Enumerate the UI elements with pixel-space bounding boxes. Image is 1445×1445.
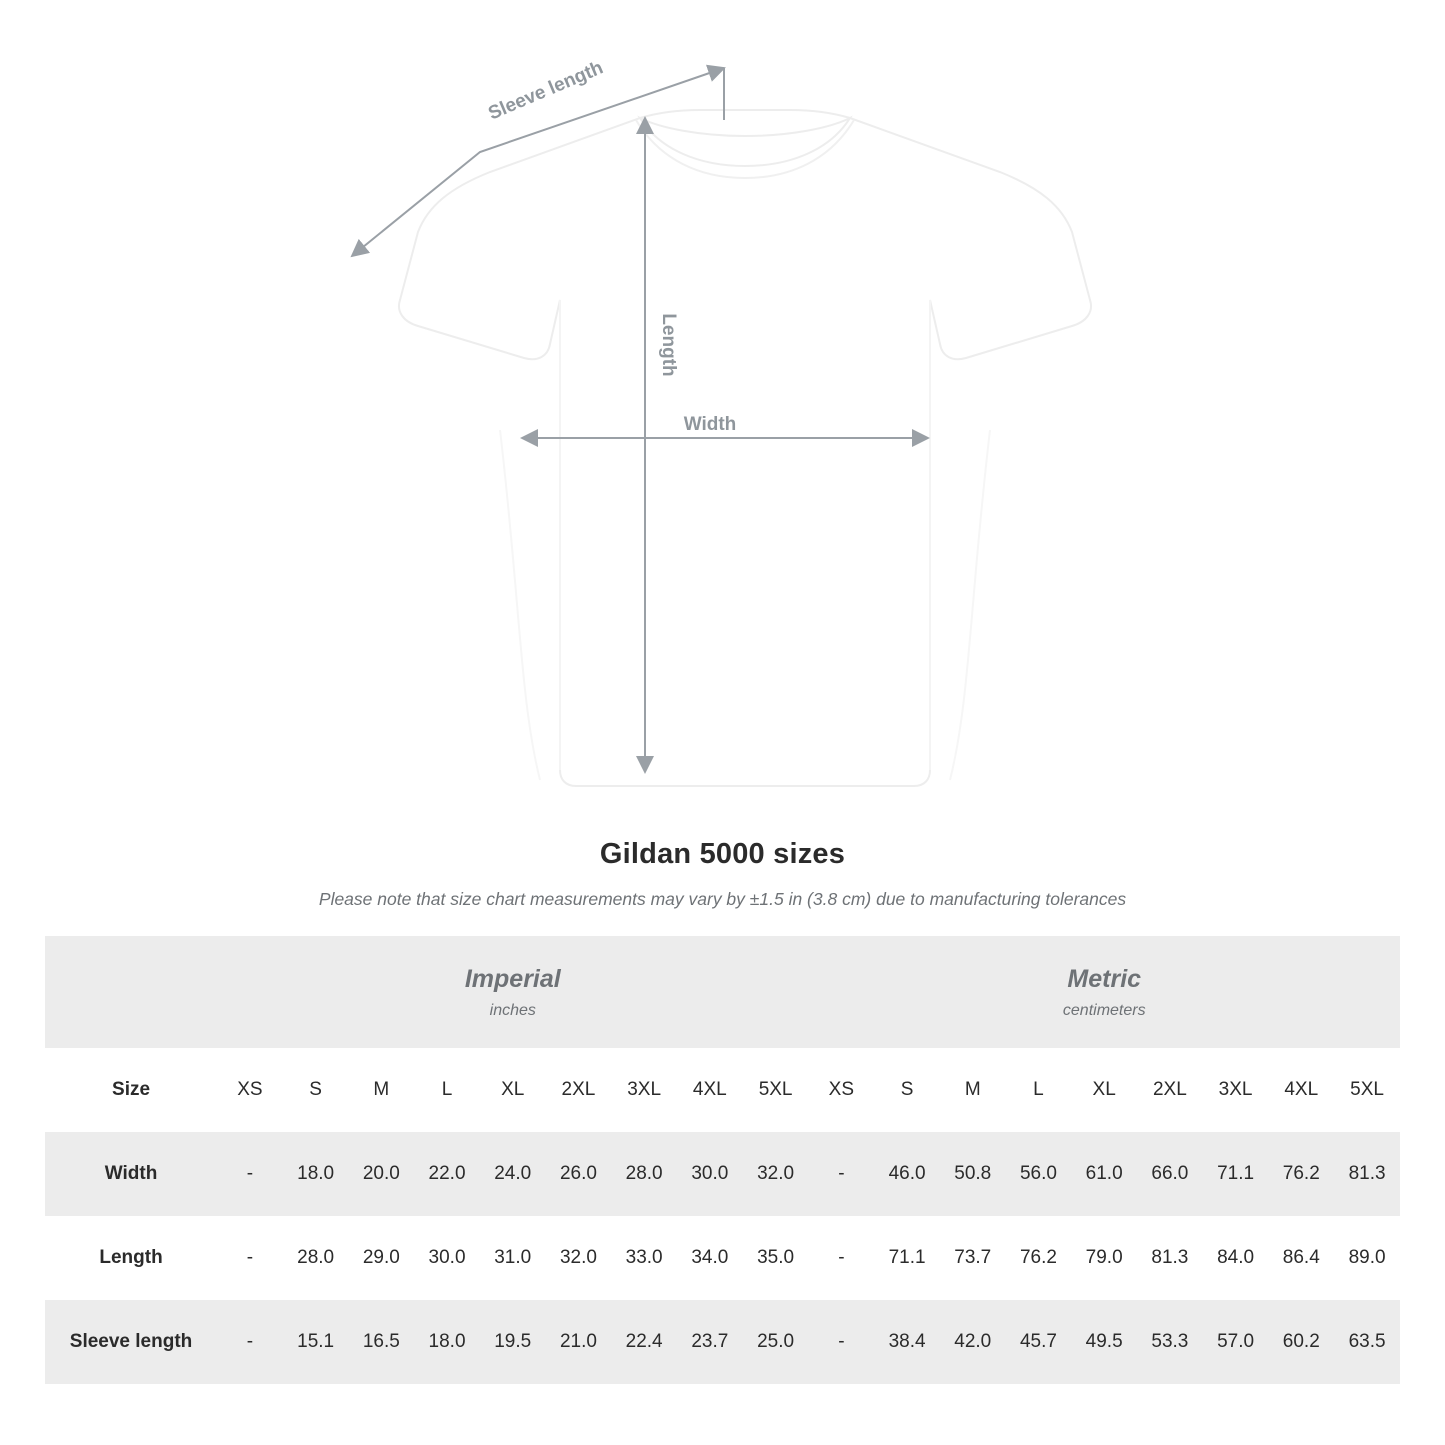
row-label-length: Length bbox=[45, 1216, 217, 1300]
row-label-sleeve-length: Sleeve length bbox=[45, 1300, 217, 1384]
data-cell: 60.2 bbox=[1268, 1300, 1334, 1384]
data-cell: 50.8 bbox=[940, 1132, 1006, 1216]
size-cell: S bbox=[874, 1048, 940, 1132]
data-cell: 81.3 bbox=[1137, 1216, 1203, 1300]
size-cell: 3XL bbox=[611, 1048, 677, 1132]
data-cell: 76.2 bbox=[1268, 1132, 1334, 1216]
size-cell: 5XL bbox=[1334, 1048, 1400, 1132]
size-cell: S bbox=[283, 1048, 349, 1132]
size-cell: L bbox=[414, 1048, 480, 1132]
data-cell: 25.0 bbox=[743, 1300, 809, 1384]
size-cell: XL bbox=[1071, 1048, 1137, 1132]
size-cell: 4XL bbox=[1268, 1048, 1334, 1132]
size-cell: 3XL bbox=[1203, 1048, 1269, 1132]
data-cell: - bbox=[809, 1300, 875, 1384]
size-row bbox=[45, 1048, 1400, 1132]
data-cell: - bbox=[217, 1132, 283, 1216]
data-cell: 26.0 bbox=[546, 1132, 612, 1216]
size-cell: M bbox=[348, 1048, 414, 1132]
data-cell: 23.7 bbox=[677, 1300, 743, 1384]
size-cell: XL bbox=[480, 1048, 546, 1132]
data-cell: 56.0 bbox=[1006, 1132, 1072, 1216]
imperial-sub: inches bbox=[489, 1001, 536, 1019]
metric-sub: centimeters bbox=[1062, 1001, 1146, 1019]
unit-header-row bbox=[45, 936, 1400, 1048]
data-cell: 24.0 bbox=[480, 1132, 546, 1216]
data-cell: 33.0 bbox=[611, 1216, 677, 1300]
data-cell: 84.0 bbox=[1203, 1216, 1269, 1300]
size-cell: M bbox=[940, 1048, 1006, 1132]
data-cell: 49.5 bbox=[1071, 1300, 1137, 1384]
size-cell: XS bbox=[809, 1048, 875, 1132]
heading-block bbox=[0, 838, 1445, 910]
data-cell: 66.0 bbox=[1137, 1132, 1203, 1216]
width-label: Width bbox=[683, 414, 737, 435]
size-cell: XS bbox=[217, 1048, 283, 1132]
data-cell: 34.0 bbox=[677, 1216, 743, 1300]
data-cell: 18.0 bbox=[283, 1132, 349, 1216]
tolerance-note: Please note that size chart measurements may vary by ±1.5 in (3.8 cm) due to manufacturing tolerances bbox=[318, 889, 1127, 909]
data-cell: - bbox=[809, 1132, 875, 1216]
data-cell: 35.0 bbox=[743, 1216, 809, 1300]
data-cell: 22.0 bbox=[414, 1132, 480, 1216]
unit-header-spacer bbox=[45, 936, 217, 1048]
data-cell: 73.7 bbox=[940, 1216, 1006, 1300]
data-cell: 18.0 bbox=[414, 1300, 480, 1384]
data-cell: - bbox=[217, 1300, 283, 1384]
size-cell: 2XL bbox=[1137, 1048, 1203, 1132]
size-cell: 4XL bbox=[677, 1048, 743, 1132]
unit-header-metric bbox=[809, 936, 1401, 1048]
data-cell: 28.0 bbox=[611, 1132, 677, 1216]
sleeve-length-label: Sleeve length bbox=[485, 57, 607, 125]
data-cell: 21.0 bbox=[546, 1300, 612, 1384]
data-cell: 16.5 bbox=[348, 1300, 414, 1384]
data-cell: 63.5 bbox=[1334, 1300, 1400, 1384]
data-cell: 81.3 bbox=[1334, 1132, 1400, 1216]
data-cell: 71.1 bbox=[874, 1216, 940, 1300]
size-row-label: Size bbox=[45, 1048, 217, 1132]
data-cell: 32.0 bbox=[743, 1132, 809, 1216]
data-cell: 46.0 bbox=[874, 1132, 940, 1216]
imperial-name: Imperial bbox=[464, 965, 561, 994]
data-cell: 29.0 bbox=[348, 1216, 414, 1300]
data-cell: 28.0 bbox=[283, 1216, 349, 1300]
data-cell: 22.4 bbox=[611, 1300, 677, 1384]
data-cell: 71.1 bbox=[1203, 1132, 1269, 1216]
table-row bbox=[45, 1216, 1400, 1300]
data-cell: 20.0 bbox=[348, 1132, 414, 1216]
table-row bbox=[45, 1300, 1400, 1384]
data-cell: 42.0 bbox=[940, 1300, 1006, 1384]
data-cell: 30.0 bbox=[414, 1216, 480, 1300]
data-cell: 61.0 bbox=[1071, 1132, 1137, 1216]
data-cell: 38.4 bbox=[874, 1300, 940, 1384]
length-label: Length bbox=[658, 313, 679, 377]
data-cell: 30.0 bbox=[677, 1132, 743, 1216]
unit-header-imperial bbox=[217, 936, 808, 1048]
page-title: Gildan 5000 sizes bbox=[599, 838, 846, 870]
data-cell: 15.1 bbox=[283, 1300, 349, 1384]
data-cell: 89.0 bbox=[1334, 1216, 1400, 1300]
size-table bbox=[45, 936, 1400, 1384]
data-cell: 32.0 bbox=[546, 1216, 612, 1300]
row-label-width: Width bbox=[45, 1132, 217, 1216]
size-cell: 2XL bbox=[546, 1048, 612, 1132]
data-cell: 86.4 bbox=[1268, 1216, 1334, 1300]
data-cell: 31.0 bbox=[480, 1216, 546, 1300]
size-cell: 5XL bbox=[743, 1048, 809, 1132]
data-cell: - bbox=[217, 1216, 283, 1300]
data-cell: 57.0 bbox=[1203, 1300, 1269, 1384]
tshirt-shape bbox=[399, 110, 1091, 786]
data-cell: - bbox=[809, 1216, 875, 1300]
data-cell: 45.7 bbox=[1006, 1300, 1072, 1384]
data-cell: 76.2 bbox=[1006, 1216, 1072, 1300]
size-cell: L bbox=[1006, 1048, 1072, 1132]
data-cell: 79.0 bbox=[1071, 1216, 1137, 1300]
data-cell: 19.5 bbox=[480, 1300, 546, 1384]
table-row bbox=[45, 1132, 1400, 1216]
metric-name: Metric bbox=[1067, 965, 1142, 994]
data-cell: 53.3 bbox=[1137, 1300, 1203, 1384]
size-table-wrapper bbox=[45, 936, 1400, 1384]
